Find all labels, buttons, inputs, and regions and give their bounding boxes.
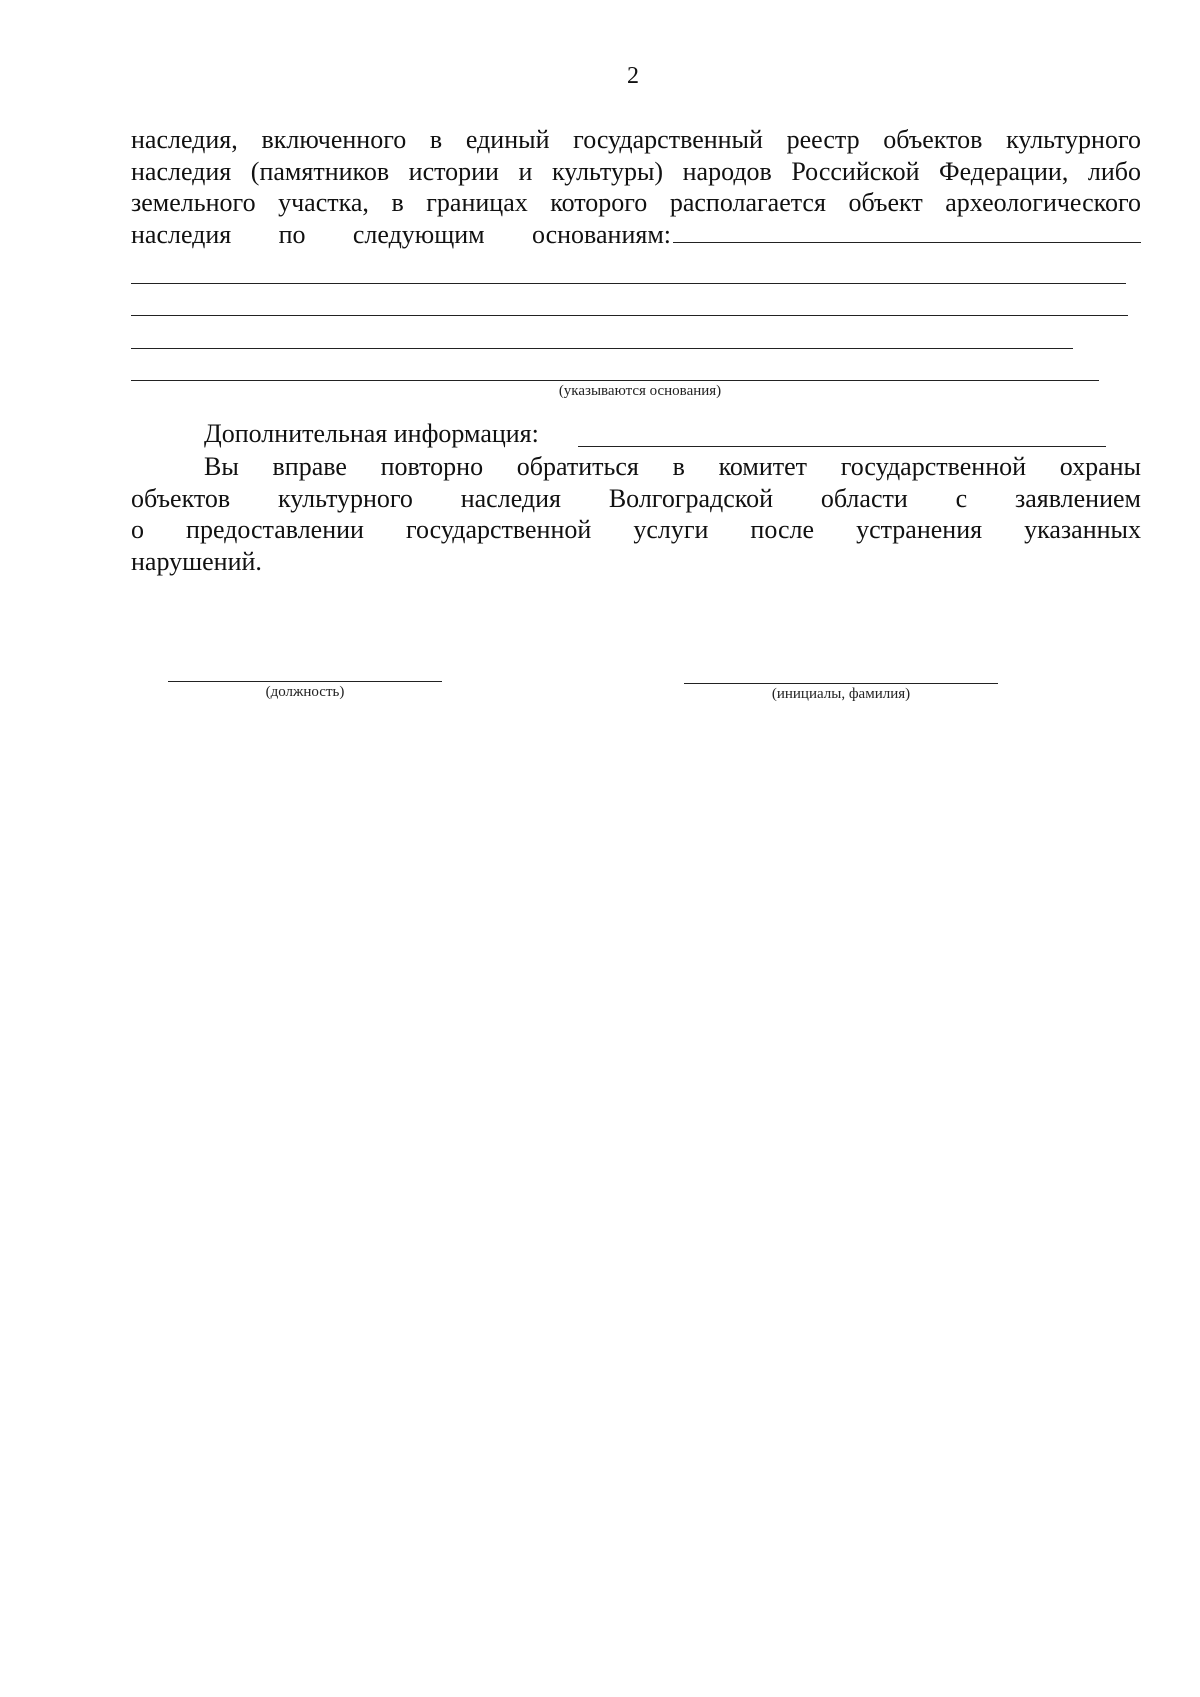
grounds-caption: (указываются основания) [558,383,722,399]
reapply-paragraph [131,451,1141,577]
grounds-blank-line [131,348,1073,349]
paragraph-line: нарушений. [131,546,262,576]
paragraph-line: наследия, включенного в единый государственный реестр объектов культурного [131,125,1141,154]
grounds-line [131,219,1141,251]
paragraph-line: земельного участка, в границах которого располагается объект археологического [131,188,1141,217]
page-number: 2 [627,63,639,89]
grounds-paragraph [131,124,1141,250]
word: по [278,219,306,249]
additional-info-field [578,446,1106,447]
paragraph-line: Вы вправе повторно обратиться в комитет государственной охраны [204,452,1141,481]
paragraph-line: наследия (памятников истории и культуры) народов Российской Федерации, либо [131,156,1141,186]
additional-info-label: Дополнительная информация: [204,419,539,448]
name-signature-line [684,683,998,684]
grounds-blank-line [131,315,1128,316]
name-caption: (инициалы, фамилия) [771,686,911,702]
grounds-blank-line [131,380,1099,381]
word: основаниям: [531,219,671,249]
word: наследия [131,219,232,249]
paragraph-line: объектов культурного наследия Волгоградской области с заявлением [131,483,1141,513]
paragraph-line: о предоставлении государственной услуги после устранения указанных [131,515,1141,544]
word: следующим [352,219,485,249]
grounds-blank-line [131,283,1126,284]
position-signature-line [168,681,442,682]
position-caption: (должность) [265,684,345,700]
grounds-fill-rule [673,220,1141,243]
grounds-words [131,219,671,251]
